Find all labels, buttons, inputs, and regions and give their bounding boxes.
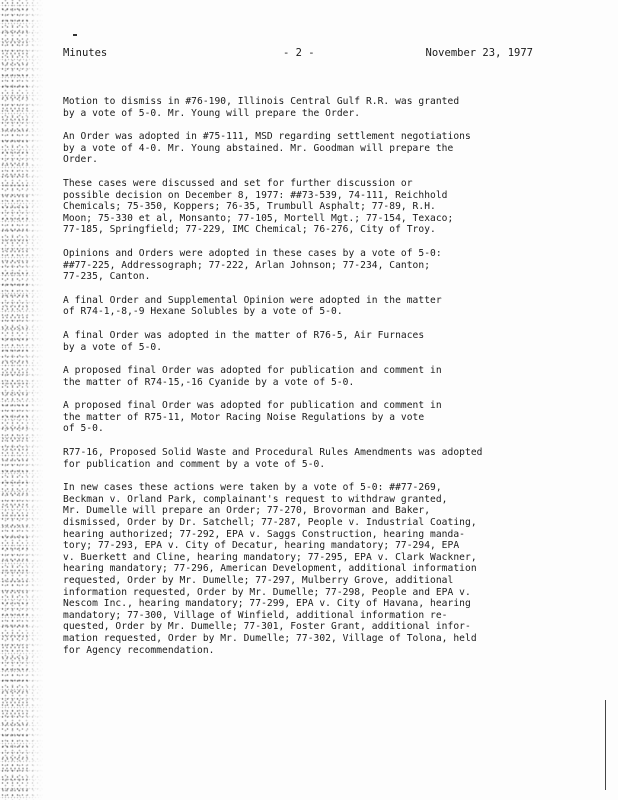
text-line: An Order was adopted in #75-111, MSD regarding settlement negotiations <box>63 131 471 143</box>
text-line: mandatory; 77-300, Village of Winfield, additional information re- <box>63 609 448 621</box>
minutes-body <box>63 96 593 668</box>
text-line: by a vote of 5-0. <box>63 341 163 353</box>
header-date: November 23, 1977 <box>425 47 533 59</box>
paragraph-hexane-solubles <box>63 295 593 318</box>
paragraph-air-furnaces <box>63 330 593 353</box>
text-line: 77-185, Springfield; 77-229, IMC Chemical; 76-276, City of Troy. <box>63 224 436 236</box>
text-line: for publication and comment by a vote of 5-0. <box>63 458 326 470</box>
text-line: Nescom Inc., hearing mandatory; 77-299, EPA v. City of Havana, hearing <box>63 598 471 610</box>
text-line: Beckman v. Orland Park, complainant's request to withdraw granted, <box>63 493 448 505</box>
text-line: for Agency recommendation. <box>63 644 215 656</box>
page-header <box>63 47 533 63</box>
text-line: ##77-225, Addressograph; 77-222, Arlan Johnson; 77-234, Canton; <box>63 259 431 271</box>
text-line: quested, Order by Mr. Dumelle; 77-301, Foster Grant, additional infor- <box>63 621 471 633</box>
text-line: These cases were discussed and set for further discussion or <box>63 177 413 189</box>
text-line: Opinions and Orders were adopted in these cases by a vote of 5-0: <box>63 247 442 259</box>
stray-scan-mark <box>73 34 77 36</box>
text-line: A final Order and Supplemental Opinion were adopted in the matter <box>63 294 442 306</box>
text-line: A final Order was adopted in the matter of R76-5, Air Furnaces <box>63 329 425 341</box>
text-line: Mr. Dumelle will prepare an Order; 77-270, Brovorman and Baker, <box>63 505 431 517</box>
scan-edge-speckle <box>0 0 30 800</box>
scan-right-edge-line <box>605 700 606 790</box>
text-line: hearing authorized; 77-292, EPA v. Saggs Construction, hearing manda- <box>63 528 465 540</box>
text-line: hearing mandatory; 77-296, American Development, additional information <box>63 563 477 575</box>
text-line: Moon; 75-330 et al, Monsanto; 77-105, Mortell Mgt.; 77-154, Texaco; <box>63 212 454 224</box>
text-line: of R74-1,-8,-9 Hexane Solubles by a vote of 5-0. <box>63 306 343 318</box>
text-line: the matter of R74-15,-16 Cyanide by a vote of 5-0. <box>63 376 355 388</box>
header-minutes-label: Minutes <box>63 47 108 59</box>
paragraph-motion-dismiss <box>63 96 593 119</box>
text-line: tory; 77-293, EPA v. City of Decatur, hearing mandatory; 77-294, EPA <box>63 540 460 552</box>
text-line: possible decision on December 8, 1977: ##73-539, 74-111, Reichhold <box>63 189 448 201</box>
paragraph-cyanide <box>63 365 593 388</box>
text-line: Chemicals; 75-350, Koppers; 76-35, Trumbull Asphalt; 77-89, R.H. <box>63 201 436 213</box>
paragraph-solid-waste <box>63 447 593 470</box>
text-line: In new cases these actions were taken by a vote of 5-0: ##77-269, <box>63 482 442 494</box>
text-line: dismissed, Order by Dr. Satchell; 77-287, People v. Industrial Coating, <box>63 517 477 529</box>
paragraph-opinions-orders <box>63 248 593 283</box>
text-line: 77-235, Canton. <box>63 271 151 283</box>
text-line: information requested, Order by Mr. Dumelle; 77-298, People and EPA v. <box>63 586 471 598</box>
text-line: mation requested, Order by Mr. Dumelle; 77-302, Village of Tolona, held <box>63 632 477 644</box>
text-line: Motion to dismiss in #76-190, Illinois Central Gulf R.R. was granted <box>63 96 460 107</box>
text-line: Order. <box>63 154 98 166</box>
text-line: R77-16, Proposed Solid Waste and Procedural Rules Amendments was adopted <box>63 447 483 459</box>
header-page-number: - 2 - <box>283 47 315 59</box>
paragraph-motor-racing-noise <box>63 400 593 435</box>
text-line: by a vote of 4-0. Mr. Young abstained. Mr. Goodman will prepare the <box>63 142 454 154</box>
paragraph-new-cases <box>63 482 593 656</box>
text-line: A proposed final Order was adopted for publication and comment in <box>63 400 442 412</box>
text-line: requested, Order by Mr. Dumelle; 77-297, Mulberry Grove, additional <box>63 575 454 586</box>
paragraph-cases-discussed <box>63 178 593 236</box>
paragraph-msd-order <box>63 131 593 166</box>
text-line: v. Buerkett and Cline, hearing mandatory; 77-295, EPA v. Clark Wackner, <box>63 551 477 563</box>
text-line: A proposed final Order was adopted for publication and comment in <box>63 365 442 377</box>
text-line: of 5-0. <box>63 423 104 435</box>
text-line: by a vote of 5-0. Mr. Young will prepare the Order. <box>63 107 361 119</box>
text-line: the matter of R75-11, Motor Racing Noise Regulations by a vote <box>63 411 425 423</box>
